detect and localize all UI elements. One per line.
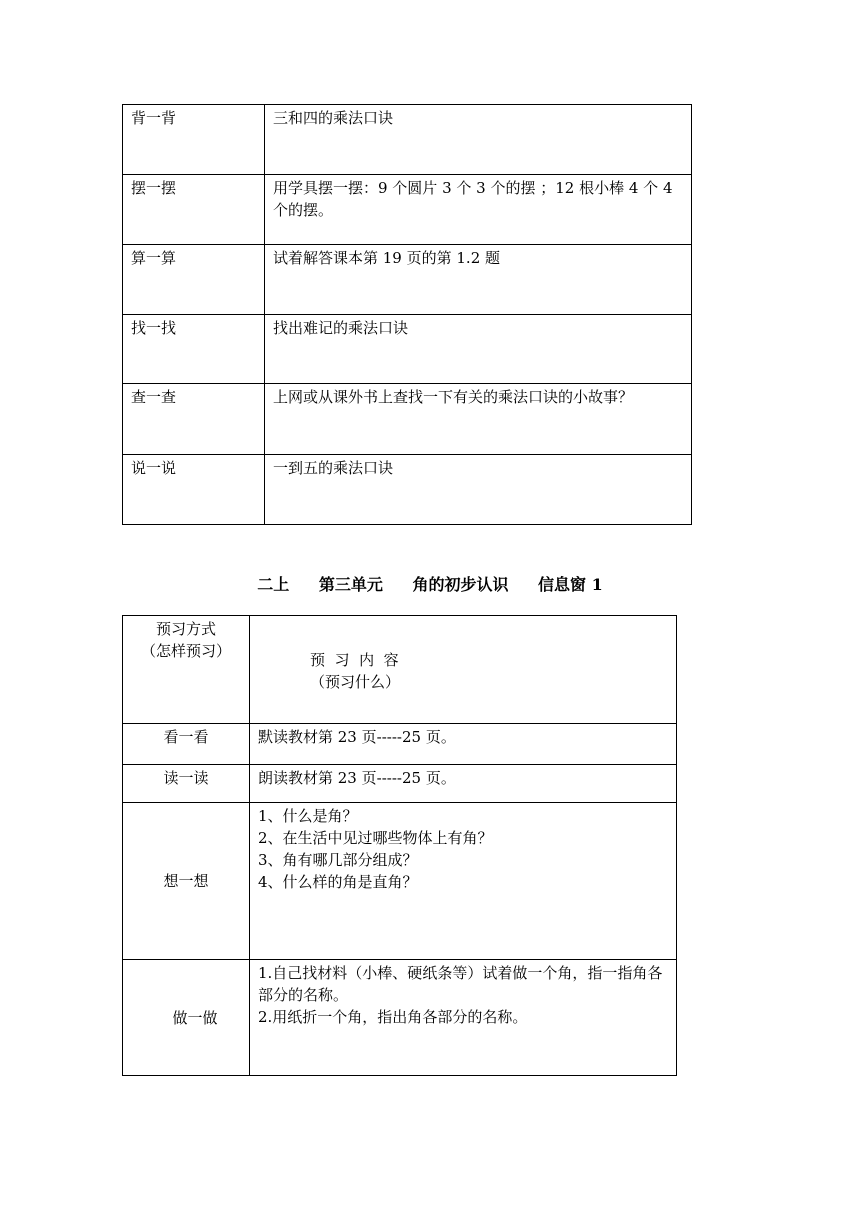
table-row <box>123 765 677 803</box>
title-grade: 二上 <box>257 575 290 594</box>
title-topic: 角的初步认识 <box>412 575 509 594</box>
row-line: 1.自己找材料（小棒、硬纸条等）试着做一个角，指一指角各部分的名称。 <box>258 964 663 1004</box>
table-row <box>123 315 692 384</box>
header-content-subtitle: （预习什么） <box>310 673 401 691</box>
preview-table-2 <box>122 615 677 1076</box>
row-line: 默读教材第 23 页-----25 页。 <box>258 728 456 746</box>
row-content: 三和四的乘法口诀 <box>265 105 692 175</box>
row-content <box>250 765 677 803</box>
table-row <box>123 384 692 455</box>
header-content-title: 预 习 内 容 <box>310 651 399 669</box>
row-label: 说一说 <box>123 455 265 525</box>
preview-table-1 <box>122 104 692 525</box>
table-row <box>123 455 692 525</box>
table-row <box>123 105 692 175</box>
row-label: 算一算 <box>123 245 265 315</box>
header-method-title: 预习方式 <box>155 620 216 638</box>
row-content <box>250 724 677 765</box>
table-row <box>123 960 677 1076</box>
table-row <box>123 803 677 960</box>
row-label: 摆一摆 <box>123 175 265 245</box>
row-label: 找一找 <box>123 315 265 384</box>
row-label: 做一做 <box>123 960 250 1076</box>
row-content: 用学具摆一摆：9 个圆片 3 个 3 个的摆 ；12 根小棒 4 个 4 个的摆。 <box>265 175 692 245</box>
row-line: 2.用纸折一个角，指出角各部分的名称。 <box>258 1008 528 1026</box>
row-content: 找出难记的乘法口诀 <box>265 315 692 384</box>
row-content <box>250 960 677 1076</box>
row-line: 1、什么是角？ <box>258 807 358 825</box>
table-row <box>123 724 677 765</box>
row-label: 读一读 <box>123 765 250 803</box>
header-method-cell <box>123 616 250 724</box>
title-window: 信息窗 1 <box>538 575 603 594</box>
row-content: 试着解答课本第 19 页的第 1.2 题 <box>265 245 692 315</box>
table-row <box>123 245 692 315</box>
row-line: 朗读教材第 23 页-----25 页。 <box>258 769 456 787</box>
row-label: 看一看 <box>123 724 250 765</box>
section-title <box>0 572 860 595</box>
header-method-subtitle: （怎样预习） <box>140 642 231 660</box>
title-unit: 第三单元 <box>318 575 383 594</box>
table-row <box>123 175 692 245</box>
row-line: 3、角有哪几部分组成？ <box>258 851 418 869</box>
row-label: 想一想 <box>123 803 250 960</box>
row-label: 查一查 <box>123 384 265 455</box>
row-line: 2、在生活中见过哪些物体上有角？ <box>258 829 493 847</box>
header-content-cell <box>250 616 677 724</box>
table-header-row <box>123 616 677 724</box>
row-content: 一到五的乘法口诀 <box>265 455 692 525</box>
row-label: 背一背 <box>123 105 265 175</box>
row-content <box>250 803 677 960</box>
row-line: 4、什么样的角是直角？ <box>258 873 418 891</box>
row-content: 上网或从课外书上查找一下有关的乘法口诀的小故事？ <box>265 384 692 455</box>
